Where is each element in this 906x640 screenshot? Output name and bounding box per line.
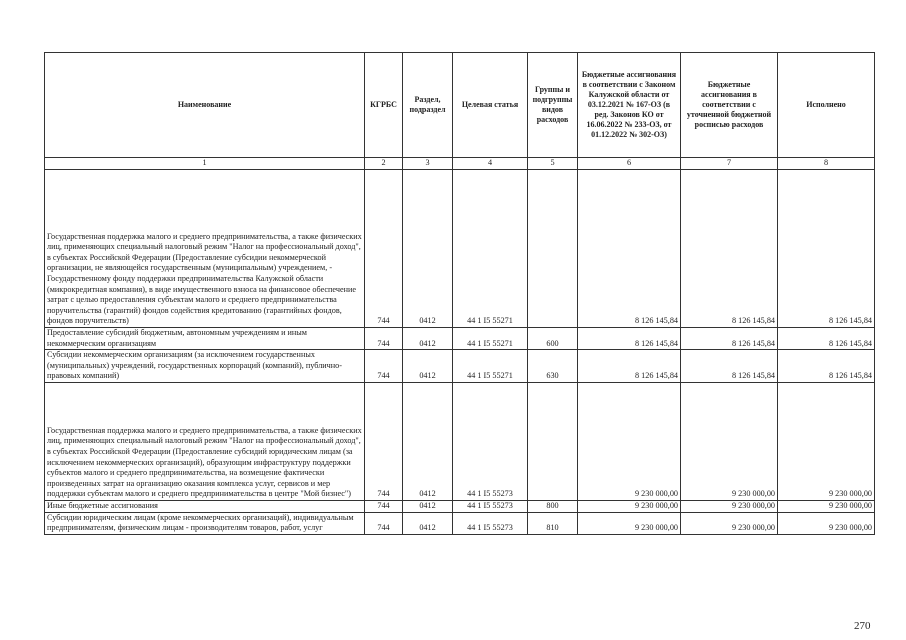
row-budget-law: 8 126 145,84 [578, 328, 681, 350]
column-number: 8 [778, 158, 875, 170]
row-name: Государственная поддержка малого и среднего предпринимательства, а также физических лиц, применяющих специальный налоговый режим "Налог на профессиональный доход", в субъектах Российской Федерации (Предоставление субсидии некоммерческой организации, не являющейся государственным (муниципальным) учреждением, - Государственному фонду поддержки предпринимательства Калужской области (микрокредитная компания), в виде имущественного взноса на финансовое обеспечение затрат с целью предоставления субъектам малого и среднего предпринимательства поручительства (гарантий) фондов содействия кредитованию (гарантийных фондов, фондов поручительств) [45, 170, 365, 328]
row-section: 0412 [403, 382, 453, 500]
column-number: 2 [365, 158, 403, 170]
row-section: 0412 [403, 512, 453, 534]
row-target: 44 1 I5 55273 [453, 382, 528, 500]
column-number: 7 [681, 158, 778, 170]
header-budget-refined: Бюджетные ассигнования в соответствии с уточненной бюджетной росписью расходов [681, 53, 778, 158]
row-budget-law: 9 230 000,00 [578, 512, 681, 534]
row-name: Государственная поддержка малого и среднего предпринимательства, а также физических лиц, применяющих специальный налоговый режим "Налог на профессиональный доход", в субъектах Российской Федерации (Предоставление субсидий юридическим лицам (за исключением некоммерческих организаций), образующим инфраструктуру поддержки субъектов малого и среднего предпринимательства, на возмещение фактически произведенных затрат на организацию оказания комплекса услуг, сервисов и мер поддержки субъектам малого и среднего предпринимательства в центре "Мой бизнес") [45, 382, 365, 500]
row-budget-refined: 9 230 000,00 [681, 500, 778, 512]
page-number: 270 [854, 620, 871, 632]
header-section: Раздел, подраздел [403, 53, 453, 158]
row-target: 44 1 I5 55273 [453, 500, 528, 512]
column-number-row [45, 158, 875, 170]
row-budget-refined: 9 230 000,00 [681, 512, 778, 534]
budget-table [44, 52, 875, 535]
table-row [45, 170, 875, 328]
row-group: 800 [528, 500, 578, 512]
column-number: 6 [578, 158, 681, 170]
row-target: 44 1 I5 55273 [453, 512, 528, 534]
header-budget-law: Бюджетные ассигнования в соответствии с Законом Калужской области от 03.12.2021 № 167-ОЗ (в ред. Законов КО от 16.06.2022 № 233-ОЗ, от 01.12.2022 № 302-ОЗ) [578, 53, 681, 158]
row-budget-law: 8 126 145,84 [578, 170, 681, 328]
header-groups: Группы и подгруппы видов расходов [528, 53, 578, 158]
header-ktrbs: КГРБС [365, 53, 403, 158]
table-row [45, 382, 875, 500]
row-group [528, 382, 578, 500]
column-number: 4 [453, 158, 528, 170]
row-budget-refined: 8 126 145,84 [681, 350, 778, 383]
row-section: 0412 [403, 500, 453, 512]
row-ktrbs: 744 [365, 328, 403, 350]
row-group: 630 [528, 350, 578, 383]
row-name: Субсидии некоммерческим организациям (за исключением государственных (муниципальных) учреждений, государственных корпораций (компаний), публично-правовых компаний) [45, 350, 365, 383]
row-budget-law: 8 126 145,84 [578, 350, 681, 383]
column-number: 3 [403, 158, 453, 170]
row-executed: 8 126 145,84 [778, 350, 875, 383]
header-executed: Исполнено [778, 53, 875, 158]
row-budget-law: 9 230 000,00 [578, 500, 681, 512]
header-name: Наименование [45, 53, 365, 158]
row-executed: 9 230 000,00 [778, 512, 875, 534]
table-row [45, 350, 875, 383]
header-target: Целевая статья [453, 53, 528, 158]
row-section: 0412 [403, 350, 453, 383]
row-group [528, 170, 578, 328]
row-budget-refined: 9 230 000,00 [681, 382, 778, 500]
row-ktrbs: 744 [365, 170, 403, 328]
column-number: 1 [45, 158, 365, 170]
header-row [45, 53, 875, 158]
row-name: Иные бюджетные ассигнования [45, 500, 365, 512]
table-row [45, 328, 875, 350]
row-budget-law: 9 230 000,00 [578, 382, 681, 500]
row-target: 44 1 I5 55271 [453, 328, 528, 350]
row-section: 0412 [403, 328, 453, 350]
row-budget-refined: 8 126 145,84 [681, 170, 778, 328]
row-ktrbs: 744 [365, 512, 403, 534]
row-target: 44 1 I5 55271 [453, 350, 528, 383]
row-ktrbs: 744 [365, 382, 403, 500]
row-name: Субсидии юридическим лицам (кроме некоммерческих организаций), индивидуальным предпринимателям, физическим лицам - производителям товаров, работ, услуг [45, 512, 365, 534]
row-section: 0412 [403, 170, 453, 328]
row-target: 44 1 I5 55271 [453, 170, 528, 328]
row-group: 810 [528, 512, 578, 534]
column-number: 5 [528, 158, 578, 170]
row-ktrbs: 744 [365, 350, 403, 383]
row-executed: 8 126 145,84 [778, 170, 875, 328]
row-group: 600 [528, 328, 578, 350]
row-executed: 9 230 000,00 [778, 500, 875, 512]
row-executed: 8 126 145,84 [778, 328, 875, 350]
table-row [45, 500, 875, 512]
row-name: Предоставление субсидий бюджетным, автономным учреждениям и иным некоммерческим организациям [45, 328, 365, 350]
table-row [45, 512, 875, 534]
row-ktrbs: 744 [365, 500, 403, 512]
row-budget-refined: 8 126 145,84 [681, 328, 778, 350]
row-executed: 9 230 000,00 [778, 382, 875, 500]
